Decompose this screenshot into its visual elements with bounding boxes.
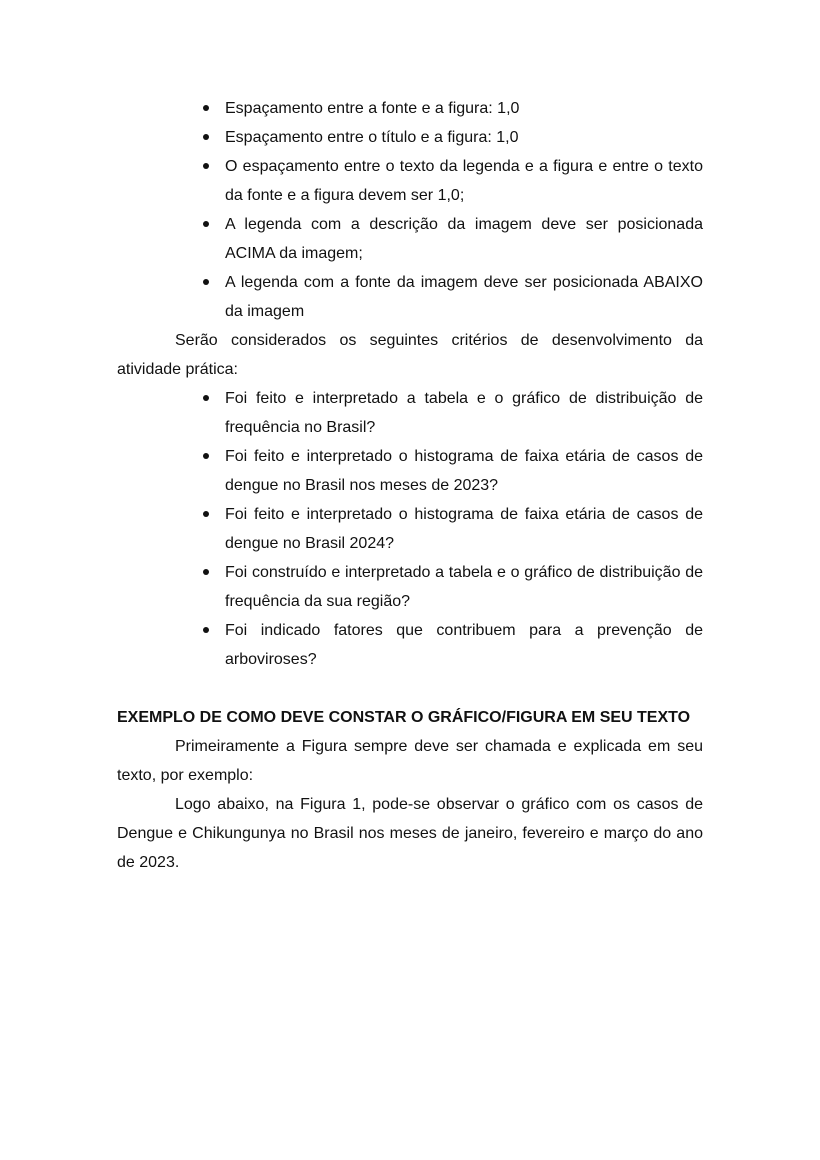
bullet-icon xyxy=(203,279,209,285)
list-item-text: Espaçamento entre a fonte e a figura: 1,0 xyxy=(225,100,520,117)
list-item-text: Foi indicado fatores que contribuem para a prevenção de arboviroses? xyxy=(225,622,703,668)
format-rules-list xyxy=(117,94,703,326)
bullet-icon xyxy=(203,453,209,459)
list-item xyxy=(225,616,703,674)
list-item xyxy=(225,442,703,500)
criteria-intro: Serão considerados os seguintes critérios de desenvolvimento da atividade prática: xyxy=(117,332,703,378)
list-item-text: A legenda com a descrição da imagem deve ser posicionada ACIMA da imagem; xyxy=(225,216,703,262)
list-item xyxy=(225,123,703,152)
bullet-icon xyxy=(203,105,209,111)
list-item xyxy=(225,152,703,210)
bullet-icon xyxy=(203,511,209,517)
list-item xyxy=(225,500,703,558)
list-item xyxy=(225,94,703,123)
list-item-text: Foi feito e interpretado o histograma de faixa etária de casos de dengue no Brasil nos meses de 2023? xyxy=(225,448,703,494)
list-item-text: Foi feito e interpretado a tabela e o gráfico de distribuição de frequência no Brasil? xyxy=(225,390,703,436)
section-heading: EXEMPLO DE COMO DEVE CONSTAR O GRÁFICO/FIGURA EM SEU TEXTO xyxy=(117,709,691,726)
bullet-icon xyxy=(203,627,209,633)
bullet-icon xyxy=(203,221,209,227)
list-item-text: A legenda com a fonte da imagem deve ser posicionada ABAIXO da imagem xyxy=(225,274,703,320)
list-item xyxy=(225,558,703,616)
list-item-text: Foi feito e interpretado o histograma de faixa etária de casos de dengue no Brasil 2024? xyxy=(225,506,703,552)
list-item xyxy=(225,268,703,326)
bullet-icon xyxy=(203,395,209,401)
list-item xyxy=(225,210,703,268)
bullet-icon xyxy=(203,134,209,140)
list-item-text: Foi construído e interpretado a tabela e o gráfico de distribuição de frequência da sua região? xyxy=(225,564,703,610)
list-item xyxy=(225,384,703,442)
criteria-list xyxy=(117,384,703,674)
example-paragraph: Primeiramente a Figura sempre deve ser chamada e explicada em seu texto, por exemplo: xyxy=(117,738,703,784)
list-item-text: Espaçamento entre o título e a figura: 1,0 xyxy=(225,129,519,146)
list-item-text: O espaçamento entre o texto da legenda e a figura e entre o texto da fonte e a figura devem ser 1,0; xyxy=(225,158,703,204)
bullet-icon xyxy=(203,569,209,575)
document-page xyxy=(117,94,703,877)
bullet-icon xyxy=(203,163,209,169)
example-paragraph: Logo abaixo, na Figura 1, pode-se observar o gráfico com os casos de Dengue e Chikungunya no Brasil nos meses de janeiro, fevereiro e março do ano de 2023. xyxy=(117,796,703,871)
